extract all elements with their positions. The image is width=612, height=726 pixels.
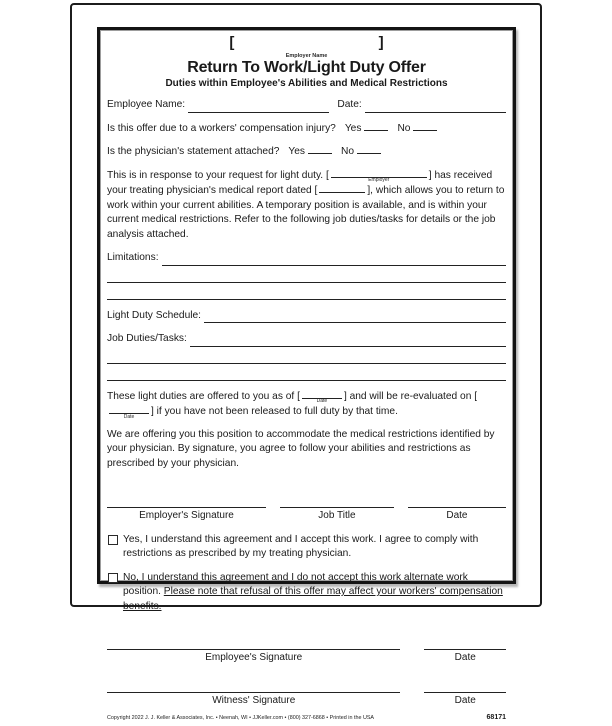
physician-statement-question-row — [107, 144, 506, 160]
employee-signature-row — [107, 637, 506, 666]
employer-signature-field[interactable] — [107, 495, 266, 508]
employer-bracket-field[interactable] — [331, 168, 427, 184]
employee-name-date-row — [107, 98, 506, 113]
offer-dates-text-2: ] and will be re-evaluated on [ — [343, 390, 478, 402]
job-duties-label: Job Duties/Tasks: — [107, 333, 187, 344]
job-title-field[interactable] — [280, 495, 394, 508]
offer-dates-text-1: These light duties are offered to you as of [ — [107, 390, 300, 402]
form-title: Return To Work/Light Duty Offer — [187, 59, 426, 76]
employer-signature-label: Employer's Signature — [139, 510, 234, 521]
physician-statement-yes-field[interactable] — [308, 144, 332, 154]
response-paragraph — [107, 168, 506, 243]
offer-dates-paragraph — [107, 389, 506, 420]
limitations-line-3[interactable] — [107, 283, 506, 300]
employer-name-header — [107, 34, 506, 59]
workers-comp-question-row — [107, 121, 506, 137]
copyright-text: Copyright 2022 J. J. Keller & Associates, Inc. • Neenah, WI • JJKeller.com • (800) 327-6868 • Printed in the USA — [107, 715, 375, 721]
workers-comp-question: Is this offer due to a workers' compensation injury? — [107, 122, 336, 134]
accommodation-paragraph: We are offering you this position to accommodate the medical restrictions identified by your physician. By signature, you agree to follow your abilities and restrictions as prescribed by your physician. — [107, 428, 495, 469]
response-text-2: ] has received your treating physician's medical report dated [ — [107, 169, 493, 196]
no-decline-checkbox[interactable] — [108, 573, 118, 583]
no-label: No — [341, 146, 355, 157]
employer-signature-row — [107, 495, 506, 524]
employee-name-field[interactable] — [188, 101, 329, 113]
yes-label: Yes — [288, 146, 306, 157]
response-text-3: ], which allows you to return to work within your current abilities. A temporary position is available, and is within your current medical restrictions. Refer to the following job duties/tasks for details or the job analysis attached. — [107, 185, 505, 240]
form-number: 68171 — [486, 714, 506, 721]
employer-name-sublabel: Employer Name — [285, 53, 328, 59]
no-decline-text-underlined: Please note that refusal of this offer may affect your workers' compensation benefits. — [123, 586, 503, 612]
witness-signature-field[interactable] — [107, 680, 400, 693]
reevaluation-date-field[interactable] — [109, 404, 149, 420]
employer-date-label: Date — [446, 510, 468, 521]
no-decline-text — [123, 571, 506, 615]
limitations-line-2[interactable] — [107, 266, 506, 283]
no-decline-text-normal: No, I understand this agreement and I do not accept this work alternate work position. — [123, 571, 468, 597]
offer-start-date-field[interactable] — [302, 389, 342, 405]
form-subtitle: Duties within Employee's Abilities and Medical Restrictions — [165, 78, 448, 89]
date-sublabel: Date — [316, 398, 328, 404]
employee-date-field[interactable] — [424, 637, 506, 650]
employee-signature-field[interactable] — [107, 637, 400, 650]
job-title-label: Job Title — [318, 510, 356, 521]
physician-statement-no-field[interactable] — [357, 144, 381, 154]
witness-signature-label: Witness' Signature — [212, 694, 296, 706]
light-duty-schedule-label: Light Duty Schedule: — [107, 309, 202, 321]
return-to-work-form — [97, 27, 516, 721]
job-duties-line-2[interactable] — [107, 347, 506, 364]
limitations-label: Limitations: — [107, 252, 159, 263]
no-label: No — [397, 122, 411, 134]
witness-signature-row — [107, 680, 506, 709]
employee-signature-label: Employee's Signature — [205, 652, 303, 663]
job-duties-row — [107, 332, 506, 347]
witness-date-field[interactable] — [424, 680, 506, 693]
close-bracket: ] — [378, 34, 384, 51]
accept-checkbox-row — [107, 533, 506, 562]
decline-checkbox-row — [107, 571, 506, 615]
workers-comp-yes-field[interactable] — [364, 121, 388, 131]
response-text-1: This is in response to your request for light duty. [ — [107, 169, 329, 181]
workers-comp-no-field[interactable] — [413, 121, 437, 131]
yes-accept-text: Yes, I understand this agreement and I accept this work. I agree to comply with restrictions as prescribed by my treating physician. — [123, 533, 479, 559]
witness-date-label: Date — [454, 694, 476, 706]
form-footer — [107, 711, 506, 726]
light-duty-schedule-field[interactable] — [204, 311, 506, 323]
date-sublabel: Date — [123, 413, 135, 420]
employee-date-label: Date — [454, 652, 476, 663]
physician-statement-question: Is the physician's statement attached? — [107, 146, 280, 157]
yes-accept-checkbox[interactable] — [108, 535, 118, 545]
date-field[interactable] — [365, 101, 506, 113]
limitations-row — [107, 251, 506, 266]
date-label: Date: — [337, 99, 362, 110]
open-bracket: [ — [229, 34, 235, 51]
offer-dates-text-3: ] if you have not been released to full duty by that time. — [151, 406, 398, 417]
employer-sublabel: Employer — [368, 177, 390, 183]
employer-date-field[interactable] — [408, 495, 506, 508]
limitations-field[interactable] — [162, 254, 506, 266]
job-duties-field[interactable] — [190, 335, 506, 347]
light-duty-schedule-row — [107, 309, 506, 324]
yes-label: Yes — [344, 122, 362, 134]
report-date-field[interactable] — [319, 183, 365, 199]
employee-name-label: Employee Name: — [107, 99, 186, 110]
job-duties-line-3[interactable] — [107, 364, 506, 381]
